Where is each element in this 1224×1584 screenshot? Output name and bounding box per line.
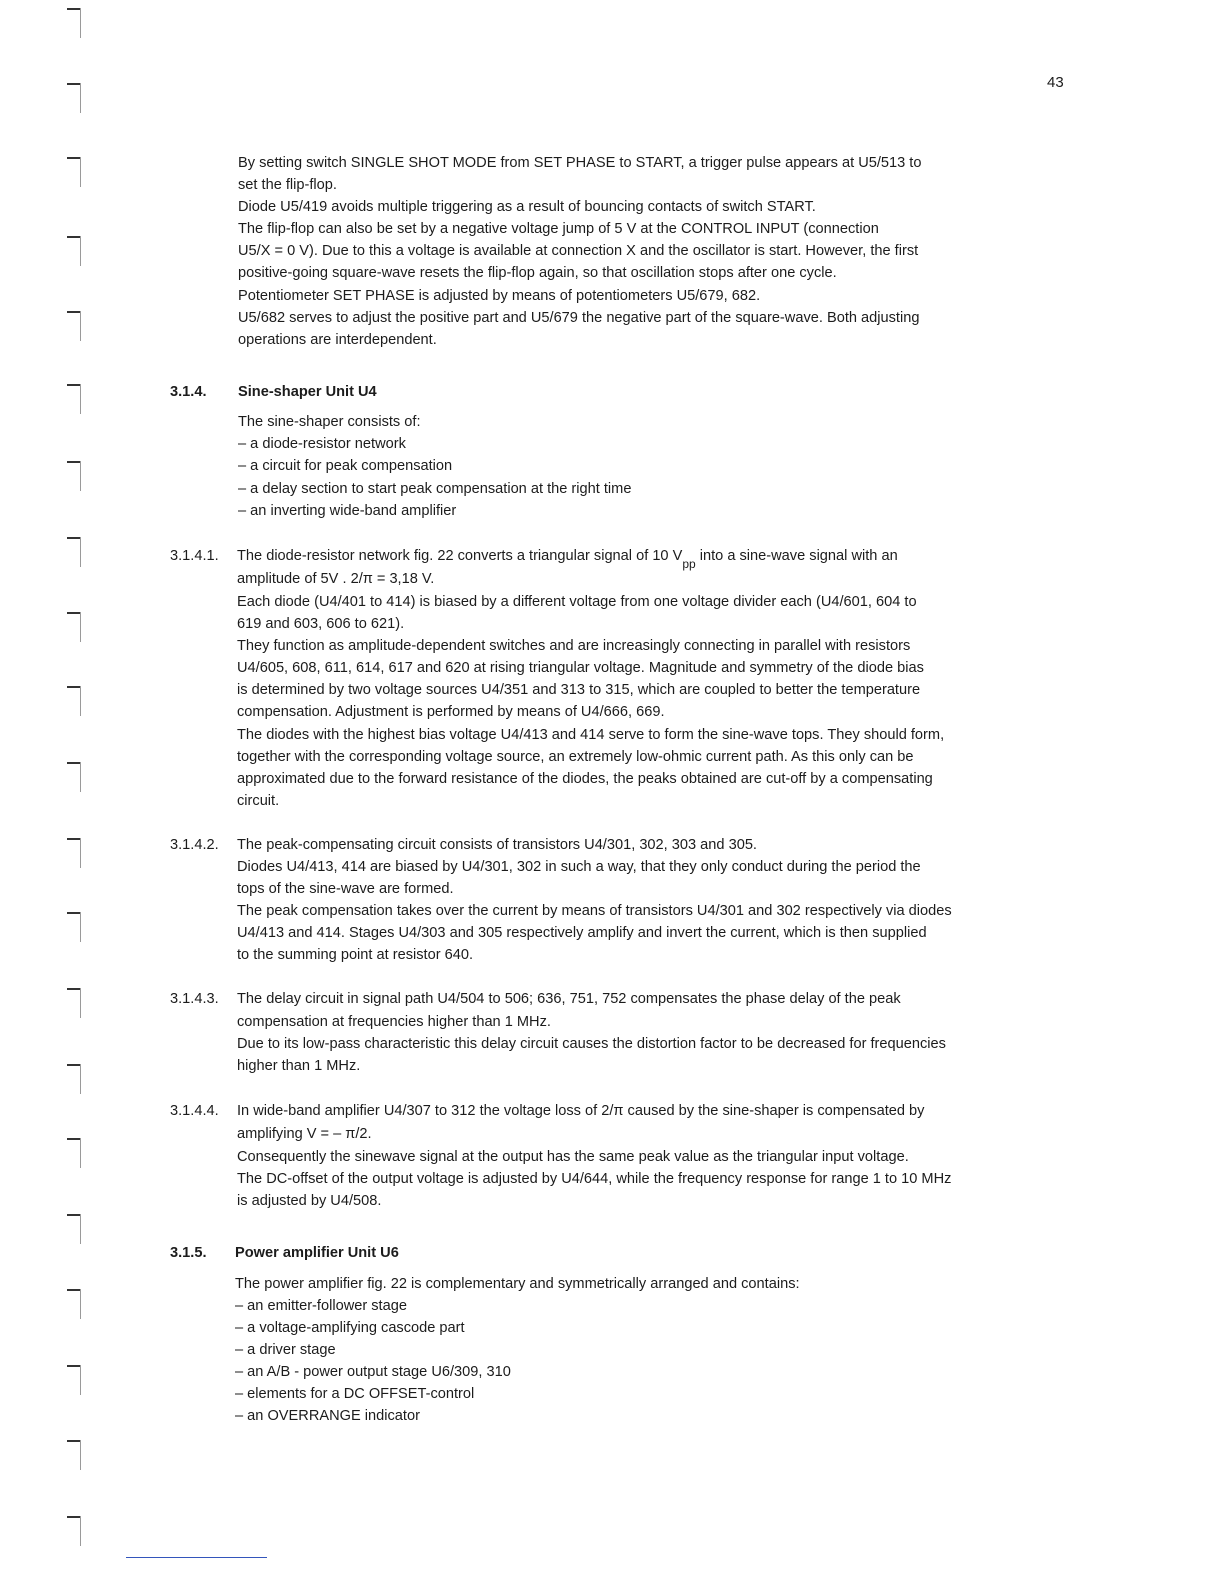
list-item: – a driver stage	[235, 1342, 336, 1358]
list-item: – an inverting wide-band amplifier	[238, 503, 457, 519]
section-number: 3.1.4.3.	[170, 991, 219, 1007]
section-number: 3.1.5.	[170, 1245, 207, 1261]
text-line: together with the corresponding voltage source, an extremely low-ohmic current path. As this only can be	[237, 749, 914, 765]
section-number: 3.1.4.2.	[170, 837, 219, 853]
section-title: Power amplifier Unit U6	[235, 1245, 399, 1261]
list-item: – a delay section to start peak compensation at the right time	[238, 481, 632, 497]
text-line	[237, 545, 898, 571]
text-line: By setting switch SINGLE SHOT MODE from SET PHASE to START, a trigger pulse appears at U5/513 to	[238, 155, 922, 171]
text-line: Potentiometer SET PHASE is adjusted by means of potentiometers U5/679, 682.	[238, 288, 761, 304]
text-line: compensation. Adjustment is performed by means of U4/666, 669.	[237, 704, 665, 720]
text-line: Due to its low-pass characteristic this delay circuit causes the distortion factor to be decreased for frequencies	[237, 1036, 946, 1052]
text-line: U4/605, 608, 611, 614, 617 and 620 at rising triangular voltage. Magnitude and symmetry of the diode bias	[237, 660, 924, 676]
text-line: The flip-flop can also be set by a negative voltage jump of 5 V at the CONTROL INPUT (connection	[238, 221, 879, 237]
section-number: 3.1.4.4.	[170, 1103, 219, 1119]
text-line: amplitude of 5V . 2/π = 3,18 V.	[237, 571, 435, 587]
section-number: 3.1.4.	[170, 384, 207, 400]
section-number: 3.1.4.1.	[170, 548, 219, 564]
text-line: circuit.	[237, 793, 280, 809]
text-line: The DC-offset of the output voltage is adjusted by U4/644, while the frequency response for range 1 to 10 MHz	[237, 1171, 952, 1187]
text-line: In wide-band amplifier U4/307 to 312 the voltage loss of 2/π caused by the sine-shaper is compensated by	[237, 1103, 925, 1119]
text-line: set the flip-flop.	[238, 177, 337, 193]
text-line: The peak-compensating circuit consists of transistors U4/301, 302, 303 and 305.	[237, 837, 757, 853]
page-number: 43	[1047, 74, 1064, 91]
text-line: amplifying V = – π/2.	[237, 1126, 372, 1142]
text-line: operations are interdependent.	[238, 332, 437, 348]
text-line: U4/413 and 414. Stages U4/303 and 305 respectively amplify and invert the current, which is then supplied	[237, 925, 927, 941]
list-item: – an A/B - power output stage U6/309, 310	[235, 1364, 511, 1380]
subscript: pp	[682, 556, 696, 571]
section-title: Sine-shaper Unit U4	[238, 384, 377, 400]
text-line: compensation at frequencies higher than 1 MHz.	[237, 1014, 551, 1030]
text-line: The diodes with the highest bias voltage U4/413 and 414 serve to form the sine-wave tops. They should form,	[237, 727, 945, 743]
list-item: – a circuit for peak compensation	[238, 458, 453, 474]
text-line: U5/X = 0 V). Due to this a voltage is available at connection X and the oscillator is start. However, the first	[238, 243, 919, 259]
text-line: Each diode (U4/401 to 414) is biased by a different voltage from one voltage divider each (U4/601, 604 to	[237, 594, 917, 610]
footnote-rule	[126, 1557, 267, 1558]
text-run: The diode-resistor network fig. 22 converts a triangular signal of 10 V	[237, 548, 683, 564]
binding-marks	[0, 0, 100, 1584]
text-line: 619 and 603, 606 to 621).	[237, 616, 405, 632]
list-item: – an OVERRANGE indicator	[235, 1408, 420, 1424]
list-item: – elements for a DC OFFSET-control	[235, 1386, 475, 1402]
text-line: They function as amplitude-dependent switches and are increasingly connecting in parallel with resistors	[237, 638, 911, 654]
text-line: positive-going square-wave resets the flip-flop again, so that oscillation stops after one cycle.	[238, 265, 837, 281]
text-line: The power amplifier fig. 22 is complementary and symmetrically arranged and contains:	[235, 1276, 800, 1292]
text-line: The delay circuit in signal path U4/504 to 506; 636, 751, 752 compensates the phase delay of the peak	[237, 991, 901, 1007]
text-line: to the summing point at resistor 640.	[237, 947, 474, 963]
text-line: Diodes U4/413, 414 are biased by U4/301, 302 in such a way, that they only conduct during the period the	[237, 859, 921, 875]
list-item: – a diode-resistor network	[238, 436, 406, 452]
text-line: Consequently the sinewave signal at the output has the same peak value as the triangular input voltage.	[237, 1149, 909, 1165]
text-line: The sine-shaper consists of:	[238, 414, 421, 430]
text-run: into a sine-wave signal with an	[695, 548, 898, 564]
list-item: – an emitter-follower stage	[235, 1298, 407, 1314]
text-line: U5/682 serves to adjust the positive part and U5/679 the negative part of the square-wave. Both adjusting	[238, 310, 920, 326]
text-line: approximated due to the forward resistance of the diodes, the peaks obtained are cut-off by a compensating	[237, 771, 933, 787]
text-line: is adjusted by U4/508.	[237, 1193, 382, 1209]
text-line: tops of the sine-wave are formed.	[237, 881, 454, 897]
text-line: The peak compensation takes over the current by means of transistors U4/301 and 302 respectively via diodes	[237, 903, 952, 919]
text-line: Diode U5/419 avoids multiple triggering as a result of bouncing contacts of switch START.	[238, 199, 816, 215]
text-line: higher than 1 MHz.	[237, 1058, 361, 1074]
text-line: is determined by two voltage sources U4/351 and 313 to 315, which are coupled to better the temperature	[237, 682, 921, 698]
list-item: – a voltage-amplifying cascode part	[235, 1320, 465, 1336]
